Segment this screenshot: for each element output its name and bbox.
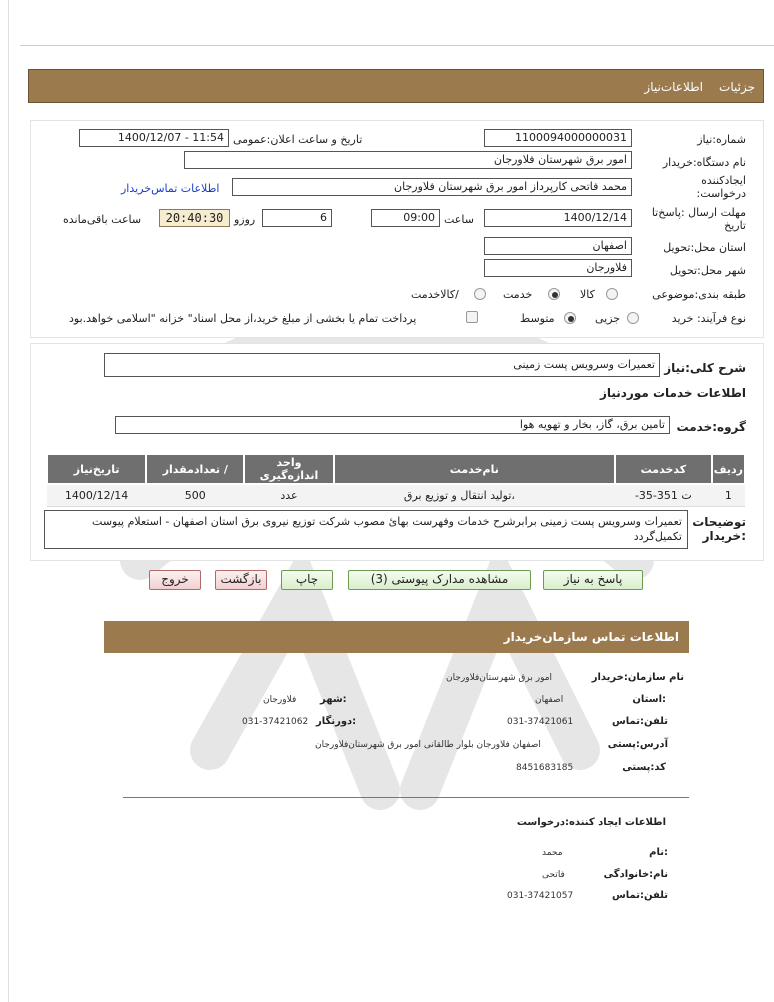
exit-button[interactable]: خروج [149, 570, 201, 590]
process-option-minor: جزیی [595, 312, 621, 325]
table-header-row [47, 454, 745, 484]
creator-family-value: فاتحی [542, 870, 565, 880]
service-group-label: گروه:خدمت [676, 420, 746, 434]
contact-postal-value: 8451683185 [516, 763, 574, 773]
tab-need-info[interactable]: اطلاعات‌نیاز [644, 80, 703, 94]
creator-family-label: نام:خانوادگی [603, 869, 668, 880]
province-label: استان محل:تحویل [663, 241, 746, 254]
service-group-field[interactable]: تامین برق، گاز، بخار و تهویه هوا [115, 416, 670, 434]
creator-phone-value: 031-37421057 [507, 891, 574, 901]
category-radio-goods[interactable] [606, 288, 618, 300]
general-description-field[interactable]: تعمیرات وسرویس پست زمینی [104, 353, 660, 377]
creator-name-value: محمد [542, 848, 563, 858]
contact-address-label: آدرس:پستی [607, 739, 668, 750]
cell-quantity: 500 [146, 484, 244, 506]
category-option-service: خدمت [503, 288, 533, 301]
buyer-contact-title: اطلاعات تماس سازمان‌خریدار [503, 630, 679, 644]
days-label: روزو [234, 213, 256, 226]
city-label: شهر محل:تحویل [669, 264, 746, 277]
time-remaining-label: ساعت باقی‌مانده [63, 213, 142, 226]
creator-name-label: :نام [649, 847, 668, 858]
tab-details[interactable]: جزئیات [719, 80, 755, 94]
table-header-need-date: تاریخ‌نیاز [47, 454, 146, 484]
treasury-payment-checkbox[interactable] [466, 311, 478, 323]
top-divider [20, 45, 774, 46]
creator-field[interactable]: محمد فاتحی کارپرداز امور برق شهرستان فلاورجان [232, 178, 632, 196]
table-header-quantity: / تعدادمقدار [146, 454, 244, 484]
cell-unit: عدد [244, 484, 333, 506]
category-option-goods-service: /کالاخدمت [411, 288, 459, 301]
table-row[interactable] [47, 484, 745, 506]
contact-org-value: امور برق شهرستان‌فلاورجان [446, 673, 553, 683]
print-button[interactable]: چاپ [281, 570, 333, 590]
contact-phone-label: تلفن:تماس [611, 716, 668, 727]
process-option-medium: متوسط [520, 312, 555, 325]
contact-fax-label: :دورنگار [316, 716, 357, 727]
org-name-label: نام دستگاه:خریدار [662, 156, 746, 169]
contact-fax-value: 031-37421062 [242, 717, 309, 727]
buyer-notes-field[interactable]: تعمیرات وسرویس پست زمینی برابرشرح خدمات وفهرست بهائ مصوب شرکت توزیع نیروی برق استان اصفهان - استعلام پیوست تکمیل‌گردد [44, 510, 688, 549]
buyer-notes-label: توضیحات :خریدار [692, 515, 746, 543]
table-header-row-number: ردیف [712, 454, 745, 484]
time-remaining-field: 20:40:30 [159, 209, 230, 227]
days-remaining-field[interactable]: 6 [262, 209, 332, 227]
cell-row-number: 1 [712, 484, 745, 506]
announce-datetime-field[interactable]: 1400/12/07 - 11:54 [79, 129, 229, 147]
contact-province-value: اصفهان [535, 695, 564, 705]
deadline-date-field[interactable]: 1400/12/14 [484, 209, 632, 227]
back-button[interactable]: بازگشت [215, 570, 267, 590]
view-attachments-button[interactable]: مشاهده مدارک پیوستی (3) [348, 570, 531, 590]
contact-province-label: :استان [632, 694, 666, 705]
contact-city-value: فلاورجان [263, 695, 297, 705]
cell-service-name: ،تولید انتقال و توزیع برق [334, 484, 615, 506]
category-label: طبقه بندی:موضوعی [652, 288, 746, 301]
deadline-label: مهلت ارسال :پاسخ‌تا تاریخ [651, 206, 746, 232]
category-radio-goods-service[interactable] [474, 288, 486, 300]
buyer-contact-header [104, 621, 689, 653]
contact-phone-value: 031-37421061 [507, 717, 574, 727]
buyer-contact-link[interactable]: اطلاعات تماس‌خریدار [121, 182, 220, 195]
reply-button[interactable]: پاسخ به نیاز [543, 570, 643, 590]
table-header-unit: واحد اندازه‌گیری [244, 454, 333, 484]
page-header-bar [28, 69, 764, 103]
deadline-time-field[interactable]: 09:00 [371, 209, 440, 227]
need-number-label: شماره:نیاز [697, 133, 746, 146]
need-number-field[interactable]: 1100094000000031 [484, 129, 632, 147]
services-table [46, 453, 746, 507]
creator-info-title: اطلاعات ایجاد کننده:درخواست [516, 817, 666, 828]
contact-org-label: نام سازمان:خریدار [591, 672, 684, 683]
table-header-service-code: کدخدمت [615, 454, 712, 484]
cell-service-code: ت 351-35- [615, 484, 712, 506]
process-type-label: نوع فرآیند: خرید [671, 312, 746, 325]
process-radio-minor[interactable] [627, 312, 639, 324]
category-option-goods: کالا [580, 288, 595, 301]
province-field[interactable]: اصفهان [484, 237, 632, 255]
announce-label: تاریخ و ساعت اعلان:عمومی [233, 133, 363, 146]
cell-need-date: 1400/12/14 [47, 484, 146, 506]
process-radio-medium[interactable] [564, 312, 576, 324]
left-border-line [8, 0, 9, 1002]
creator-label: ایجادکننده درخواست: [696, 174, 746, 200]
org-name-field[interactable]: امور برق شهرستان فلاورجان [184, 151, 632, 169]
contact-address-value: اصفهان فلاورجان بلوار طالقانی امور برق شهرستان‌فلاورجان [315, 740, 541, 750]
creator-phone-label: تلفن:تماس [611, 890, 668, 901]
services-section-title: اطلاعات خدمات موردنیاز [599, 386, 746, 400]
contact-postal-label: کد:پستی [622, 762, 666, 773]
city-field[interactable]: فلاورجان [484, 259, 632, 277]
general-description-label: شرح کلی:نیاز [664, 361, 746, 375]
contact-city-label: :شهر [320, 694, 347, 705]
treasury-payment-note: پرداخت تمام یا بخشی از مبلغ خرید،از محل اسناد" خزانه "اسلامی خواهد.بود [69, 312, 417, 325]
deadline-time-label: ساعت [444, 213, 474, 226]
category-radio-service[interactable] [548, 288, 560, 300]
table-header-service-name: نام‌خدمت [334, 454, 615, 484]
contact-divider [123, 797, 689, 798]
